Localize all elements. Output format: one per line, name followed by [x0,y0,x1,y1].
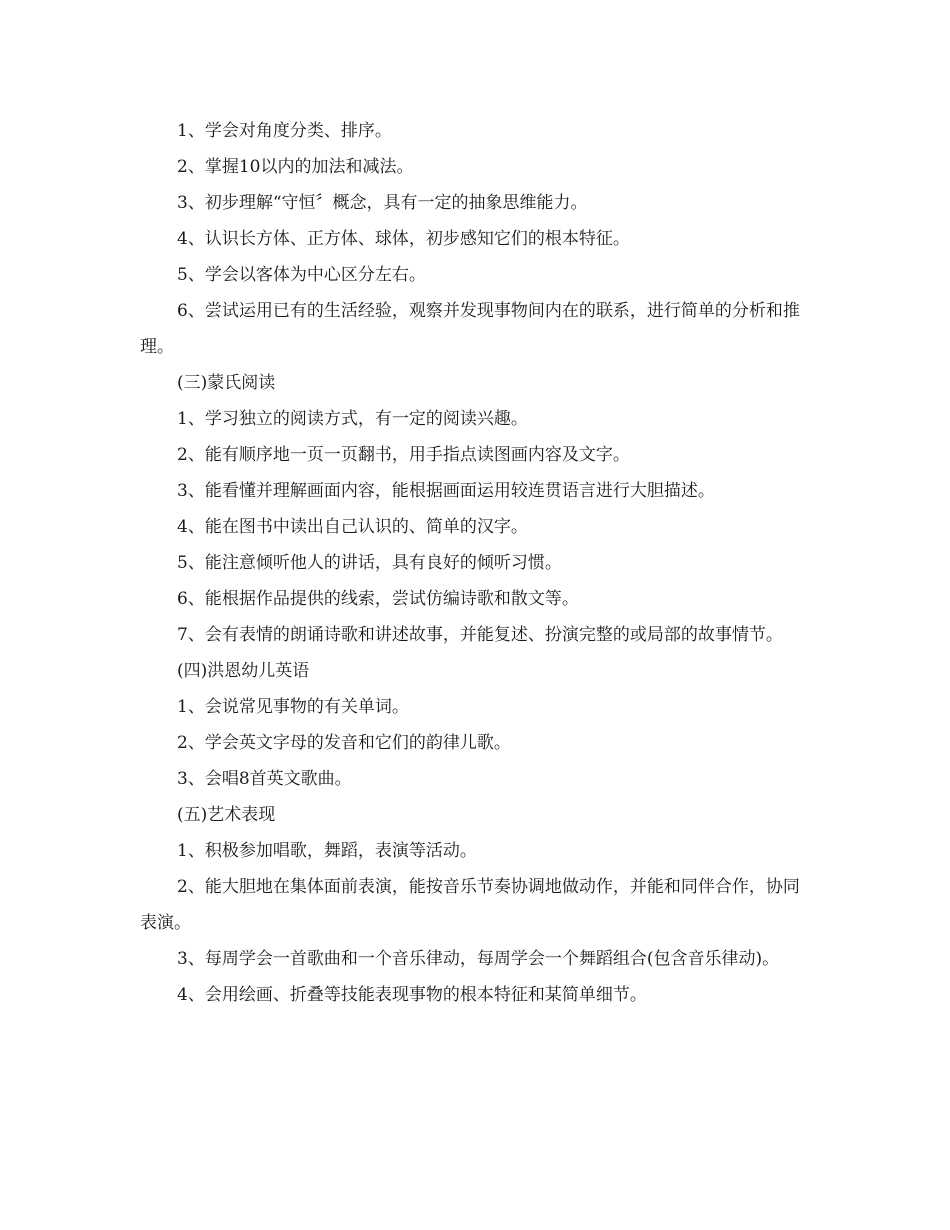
paragraph-art-2: 2、能大胆地在集体面前表演，能按音乐节奏协调地做动作，并能和同伴合作，协同表演。 [140,877,800,933]
paragraph-art-4: 4、会用绘画、折叠等技能表现事物的根本特征和某简单细节。 [177,985,647,1005]
paragraph-reading-2: 2、能有顺序地一页一页翻书，用手指点读图画内容及文字。 [177,445,630,465]
paragraph-art-3: 3、每周学会一首歌曲和一个音乐律动，每周学会一个舞蹈组合(包含音乐律动)。 [177,949,780,969]
paragraph-reading-1: 1、学习独立的阅读方式，有一定的阅读兴趣。 [177,409,528,429]
paragraph-english-2: 2、学会英文字母的发音和它们的韵律儿歌。 [177,733,511,753]
document-body [140,113,810,1013]
paragraph-reading-6: 6、能根据作品提供的线索，尝试仿编诗歌和散文等。 [177,589,579,609]
paragraph-reading-4: 4、能在图书中读出自己认识的、简单的汉字。 [177,517,528,537]
paragraph-math-2: 2、掌握10以内的加法和减法。 [177,157,414,177]
paragraph-math-3: 3、初步理解“守恒〞概念，具有一定的抽象思维能力。 [177,193,588,213]
paragraph-math-4: 4、认识长方体、正方体、球体，初步感知它们的根本特征。 [177,229,630,249]
section-heading-english: (四)洪恩幼儿英语 [177,661,310,681]
paragraph-math-1: 1、学会对角度分类、排序。 [177,121,392,141]
paragraph-math-5: 5、学会以客体为中心区分左右。 [177,265,426,285]
paragraph-reading-3: 3、能看懂并理解画面内容，能根据画面运用较连贯语言进行大胆描述。 [177,481,715,501]
paragraph-english-1: 1、会说常见事物的有关单词。 [177,697,409,717]
paragraph-reading-5: 5、能注意倾听他人的讲话，具有良好的倾听习惯。 [177,553,562,573]
section-heading-art: (五)艺术表现 [177,805,276,825]
paragraph-math-6: 6、尝试运用已有的生活经验，观察并发现事物间内在的联系，进行简单的分析和推理。 [140,301,800,357]
section-heading-reading: (三)蒙氏阅读 [177,373,276,393]
paragraph-english-3: 3、会唱8首英文歌曲。 [177,769,352,789]
paragraph-reading-7: 7、会有表情的朗诵诗歌和讲述故事，并能复述、扮演完整的或局部的故事情节。 [177,625,783,645]
paragraph-art-1: 1、积极参加唱歌，舞蹈，表演等活动。 [177,841,477,861]
